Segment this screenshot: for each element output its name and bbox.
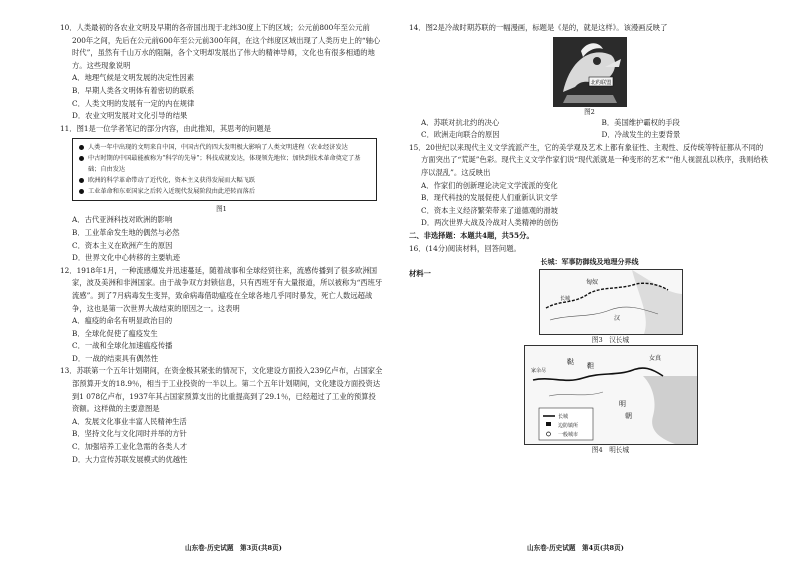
legend-entry: 长城 — [557, 414, 568, 421]
bullet-icon — [79, 156, 84, 161]
han-map-drawing — [540, 270, 682, 334]
map-label: 女真 — [648, 355, 661, 363]
legend-entry: 边防镇所 — [557, 423, 578, 430]
question-10-option-b: B．早期人类各文明体有着密切的联系 — [72, 85, 195, 95]
figure-4-caption: 图4 明长城 — [591, 446, 630, 455]
note-text: 工业革命和东亚国家之后转入近现代发展阶段由此逆转而落后 — [88, 188, 256, 196]
cartoon-label: 北约联盟 — [590, 79, 611, 86]
question-13 — [60, 365, 383, 466]
note-item — [79, 186, 370, 197]
legend-entry: 一般城市 — [557, 432, 578, 439]
question-15-option-b: B．现代科技的发展促使人们重新认识文学 — [421, 193, 558, 203]
map-label: 匈奴 — [585, 279, 598, 287]
note-text: 人类一年中出现的文明来自中国，中国古代的四大发明极大影响了人类文明进程（农业经济发达 — [88, 144, 348, 152]
question-11-option-d: D．世界文化中心转移的主要轨迹 — [72, 253, 181, 263]
question-12-stem: 12．1918年1月，一种流感爆发并迅速蔓延，随着战事和全球经贸往来，流感传播到了很多欧洲国家，波及美洲和非洲国家。由于战争双方封锁信息，只有西班牙有大量报道，所以被称为“西班牙流感”。到了7月病毒发生变异，致命病毒借助瘟疫在全球各地几乎同时暴发，死亡人数远超战争，这也是第一次世界大战结束的原因之一。这表明 — [60, 265, 383, 313]
question-10-stem: 10．人类最初的各农业文明及早期的各帝国出现于北纬30度上下的区域；公元前800年至公元前200年之间，先后在公元前600年至公元前300年间，在这个纬度区域出现了人类历史上的“轴心时代”，虽然有千山万水的阻隔，各个文明却发展出了伟大的精神导师，文化也有很多相通的地方。这些现象说明 — [60, 23, 381, 70]
page-footer-right: 山东卷·历史试题 第4页(共8页) — [527, 544, 624, 552]
map-label: 汉 — [613, 315, 620, 323]
question-11-option-c: C．资本主义在欧洲产生的原因 — [72, 240, 173, 250]
question-10-option-c: C．人类文明的发展有一定的内在规律 — [72, 98, 195, 108]
cartoon-drawing — [553, 37, 627, 107]
question-14-option-c: C．欧洲走向联合的原因 — [421, 130, 500, 140]
question-13-stem: 13．苏联第一个五年计划期间，在资金极其紧张的情况下，文化建设方面投入239亿卢布，占国家全部预算开支的18.9％，相当于工业投资的一半以上。第二个五年计划期间，文化建设方面投资达到1 078亿卢布，1937年其占国家预算支出的比重提高到了29.1％，已经超过了工业的预算投资额。这样做的主要意图是 — [60, 366, 383, 414]
ming-map-drawing — [525, 346, 697, 444]
question-12 — [60, 265, 383, 366]
map-label: 长城 — [559, 296, 570, 303]
maps-column — [451, 269, 770, 455]
question-11-option-b: B．工业革命发生地的偶然与必然 — [72, 227, 180, 237]
question-12-option-a: A．瘟疫的命名有明显政治目的 — [72, 316, 173, 326]
question-11 — [60, 123, 383, 265]
figure-1-caption: 图1 — [216, 205, 227, 214]
question-12-option-b: B．全球化促使了瘟疫发生 — [72, 328, 158, 338]
right-page — [397, 0, 794, 562]
question-12-option-d: D．一战的结束具有偶然性 — [72, 353, 159, 363]
question-15-option-d: D．两次世界大战及冷战对人类精神的创伤 — [421, 218, 559, 228]
question-15 — [409, 142, 770, 230]
question-16-stem: 16．(14分)阅读材料，回答问题。 — [409, 243, 521, 253]
section-heading: 二、非选择题：本题共4题，共55分。 — [409, 230, 534, 240]
question-13-option-d: D．大力宣传苏联发展模式的优越性 — [72, 454, 188, 464]
map-label: 靼 — [586, 362, 594, 371]
question-11-option-a: A．古代亚洲科技对欧洲的影响 — [72, 215, 173, 225]
question-14 — [409, 22, 770, 142]
question-15-stem: 15．20世纪以来现代主义文学流派产生，它的美学观及艺术上都有象征性、主观性、反传统等特征都从不同的方面突出了“荒诞”色彩。现代主义文学作家们说“现代派就是一种变形的艺术”“他人视混乱以秩序，我则给秩序以混乱”。这反映出 — [409, 142, 769, 177]
note-text: 中古时期的中国最能被称为“科学的先导”；科技成就发达，体现领先地位；加快到技术革命奠定了基础；自由发达 — [88, 155, 361, 174]
han-great-wall-map — [539, 269, 683, 335]
note-item — [79, 175, 370, 186]
map-label: 明 — [618, 400, 626, 409]
material-one-row — [409, 269, 770, 455]
map-label: 朝 — [624, 412, 632, 421]
map-label: 家余尽 — [530, 368, 546, 375]
question-14-option-b: B．美国维护霸权的手段 — [601, 117, 680, 127]
figure-2-caption: 图2 — [584, 107, 595, 116]
page-footer-left: 山东卷·历史试题 第3页(共8页) — [185, 544, 282, 552]
question-10 — [60, 22, 383, 123]
note-text: 欧洲的科学革命带动了近代化，资本主义获得发展而大幅飞跃 — [88, 177, 256, 185]
question-10-option-a: A．地理气候是文明发展的决定性因素 — [72, 73, 195, 83]
question-12-option-c: C．一战和全球化加速瘟疫传播 — [72, 341, 173, 351]
figure-3-caption: 图3 汉长城 — [591, 336, 630, 345]
question-14-options-row-2 — [409, 129, 770, 142]
ming-great-wall-map — [524, 345, 698, 445]
bullet-icon — [79, 189, 84, 194]
question-13-option-c: C．加强培养工业化急需的各类人才 — [72, 442, 188, 452]
question-13-option-a: A．发展文化事业丰富人民精神生活 — [72, 416, 187, 426]
material-one-label: 材料一 — [409, 269, 431, 279]
bullet-icon — [79, 145, 84, 150]
material-title: 长城：军事防御线及地理分界线 — [540, 257, 639, 267]
question-15-option-c: C．资本主义经济繁荣带来了道德观的滑坡 — [421, 205, 558, 215]
question-15-option-a: A．作家们的创新理论决定文学流派的变化 — [421, 180, 558, 190]
question-13-option-b: B．坚持文化与文化同时并举的方针 — [72, 429, 187, 439]
question-14-option-a: A．苏联对抗北约的决心 — [421, 117, 500, 127]
map-label: 鞑 — [566, 358, 574, 367]
question-14-option-d: D．冷战发生的主要背景 — [601, 130, 681, 140]
bullet-icon — [79, 178, 84, 183]
note-item — [79, 142, 370, 153]
question-14-options-row-1 — [409, 117, 770, 130]
question-11-stem: 11．图1是一位学者笔记的部分内容，由此推知，其思考的问题是 — [60, 123, 271, 133]
scholar-notes-box — [72, 138, 377, 201]
question-16 — [409, 243, 770, 456]
question-14-stem: 14．图2是冷战时期苏联的一幅漫画，标题是《是的，就是这样》。该漫画反映了 — [409, 23, 668, 32]
map-legend — [539, 408, 593, 440]
question-10-option-d: D．农业文明发展对文化引导的结果 — [72, 111, 188, 121]
cold-war-cartoon — [553, 37, 627, 107]
note-item — [79, 153, 370, 175]
